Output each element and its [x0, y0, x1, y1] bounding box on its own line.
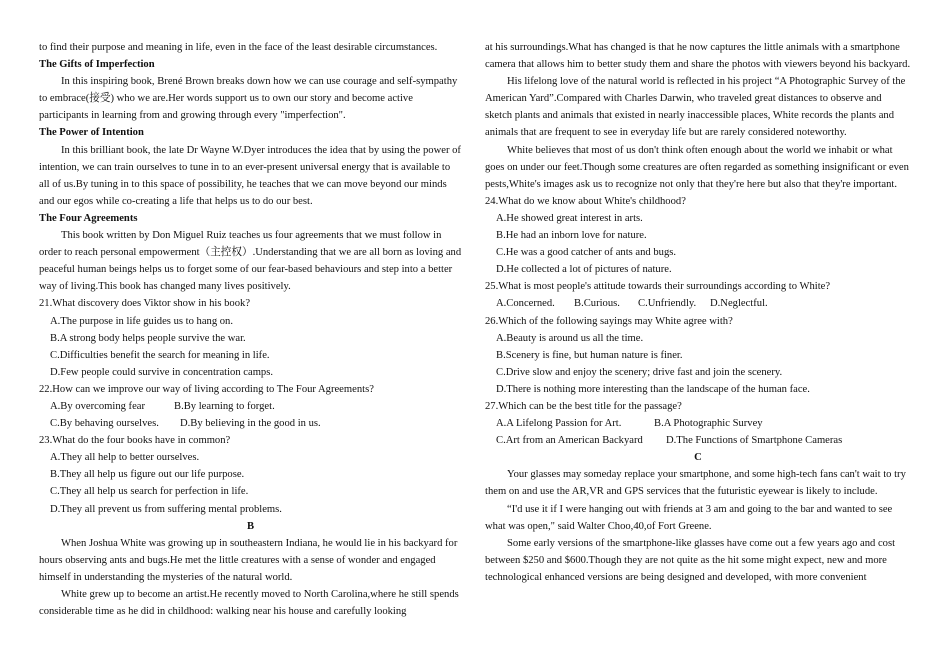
options-27-row1: [485, 415, 911, 432]
option-21a: A.The purpose in life guides us to hang on.: [50, 315, 234, 327]
options-22-row1: [39, 398, 462, 415]
options-22-row2: [39, 415, 462, 432]
option-26b: B.Scenery is fine, but human nature is finer.: [496, 349, 683, 361]
option-25b: B.Curious.: [574, 298, 620, 310]
option-26d: D.There is nothing more interesting than the landscape of the human face.: [496, 383, 810, 395]
options-25-row: [485, 295, 911, 312]
left-column: [39, 39, 462, 620]
text-paragraph: White grew up to become an artist.He recently moved to North Carolina,where he still spends considerable time as he did in childhood: walking near his house and carefully looking: [39, 589, 459, 618]
question-25: 25.What is most people's attitude towards their surroundings according to White?: [485, 281, 831, 293]
option-21d: D.Few people could survive in concentration camps.: [50, 366, 273, 378]
right-column: [485, 39, 911, 586]
question-22: 22.How can we improve our way of living according to The Four Agreements?: [39, 383, 374, 395]
section-heading-b: B: [246, 520, 255, 532]
section-heading-c: C: [694, 452, 702, 464]
option-23c: C.They all help us search for perfection in life.: [50, 486, 249, 498]
option-21b: B.A strong body helps people survive the war.: [50, 332, 246, 344]
text-paragraph: His lifelong love of the natural world is reflected in his project “A Photographic Survey of the American Yard”.Compared with Charles Darwin, who traveled great distances to observe and sketch plants and animals that existed in nearly inaccessible places, White records the plants and animals that are frequent to see in everyday life but are rarely considered noteworthy.: [485, 76, 906, 139]
option-27d: D.The Functions of Smartphone Cameras: [666, 435, 843, 447]
text-paragraph: In this brilliant book, the late Dr Wayne W.Dyer introduces the idea that by using the power of intention, we can train ourselves to tune in to an ever-present universal energy that is available to all of us.By tuning in to this space of possibility, he teaches that we can move beyond our minds and our egos while co-creating a life that helps us to do our best.: [39, 144, 461, 207]
book-title-gifts-of-imperfection: The Gifts of Imperfection: [39, 59, 155, 71]
option-23d: D.They all prevent us from suffering mental problems.: [50, 503, 282, 515]
option-21c: C.Difficulties benefit the search for meaning in life.: [50, 349, 270, 361]
question-24: 24.What do we know about White's childhood?: [485, 195, 686, 207]
option-24c: C.He was a good catcher of ants and bugs.: [496, 247, 677, 259]
option-27a: A.A Lifelong Passion for Art.: [496, 418, 622, 430]
option-23b: B.They all help us figure out our life purpose.: [50, 469, 245, 481]
option-25d: D.Neglectful.: [710, 298, 768, 310]
text-paragraph: This book written by Don Miguel Ruiz teaches us four agreements that we must follow in order to reach personal empowerment（主控权）.Understanding that we are all born as loving and peaceful human beings helps us to forget some of our fear-based behaviours and step into a better way of living.This book has changed many lives positively.: [39, 230, 462, 293]
question-26: 26.Which of the following sayings may White agree with?: [485, 315, 733, 327]
book-title-power-of-intention: The Power of Intention: [39, 127, 144, 139]
text-paragraph: to find their purpose and meaning in life, even in the face of the least desirable circumstances.: [39, 42, 438, 53]
text-paragraph: When Joshua White was growing up in southeastern Indiana, he would lie in his backyard for hours observing ants and bugs.He met the little creatures with a sense of wonder and engaged himself in understanding the mysteries of the natural world.: [39, 537, 458, 583]
option-22c: C.By behaving ourselves.: [50, 418, 159, 430]
option-26a: A.Beauty is around us all the time.: [496, 332, 644, 344]
option-22b: B.By learning to forget.: [174, 400, 275, 412]
option-22d: D.By believing in the good in us.: [180, 418, 321, 430]
text-paragraph: In this inspiring book, Brené Brown breaks down how we can use courage and self-sympathy to embrace(接受) who we are.Her words support us to own our story and become active participants in learning from and growing through every "imperfection".: [39, 76, 458, 122]
option-24b: B.He had an inborn love for nature.: [496, 230, 647, 242]
question-23: 23.What do the four books have in common?: [39, 435, 231, 447]
question-21: 21.What discovery does Viktor show in his book?: [39, 298, 251, 310]
option-24a: A.He showed great interest in arts.: [496, 212, 643, 224]
text-paragraph: Your glasses may someday replace your smartphone, and some high-tech fans can't wait to try them on and use the AR,VR and GPS services that the futuristic eyewear is likely to include.: [485, 469, 906, 498]
option-25a: A.Concerned.: [496, 298, 555, 310]
text-paragraph: at his surroundings.What has changed is that he now captures the little animals with a smartphone camera that allows him to better study them and share the photos with viewers beyond his backyard.: [485, 42, 911, 71]
option-25c: C.Unfriendly.: [638, 298, 697, 310]
question-27: 27.Which can be the best title for the passage?: [485, 400, 682, 412]
option-27c: C.Art from an American Backyard: [496, 435, 643, 447]
option-26c: C.Drive slow and enjoy the scenery; drive fast and join the scenery.: [496, 366, 783, 378]
text-paragraph: White believes that most of us don't think often enough about the world we inhabit or what goes on under our feet.Though some creatures are often regarded as something insignificant or even pests,White's images ask us to recognize not only that they're here but also that they're important.: [485, 144, 909, 190]
text-paragraph: “I'd use it if I were hanging out with friends at 3 am and going to the bar and wanted to see what was open," said Walter Choo,40,of Fort Greene.: [485, 503, 893, 532]
option-23a: A.They all help to better ourselves.: [50, 452, 200, 464]
option-24d: D.He collected a lot of pictures of nature.: [496, 264, 672, 276]
option-22a: A.By overcoming fear: [50, 400, 146, 412]
options-27-row2: [485, 432, 911, 449]
option-27b: B.A Photographic Survey: [654, 418, 763, 430]
book-title-four-agreements: The Four Agreements: [39, 212, 138, 224]
text-paragraph: Some early versions of the smartphone-like glasses have come out a few years ago and cost between $250 and $600.Though they are not quite as the hit some might expect, new and more technological enhanced versions are being designed and developed, with more convenient: [485, 537, 896, 583]
